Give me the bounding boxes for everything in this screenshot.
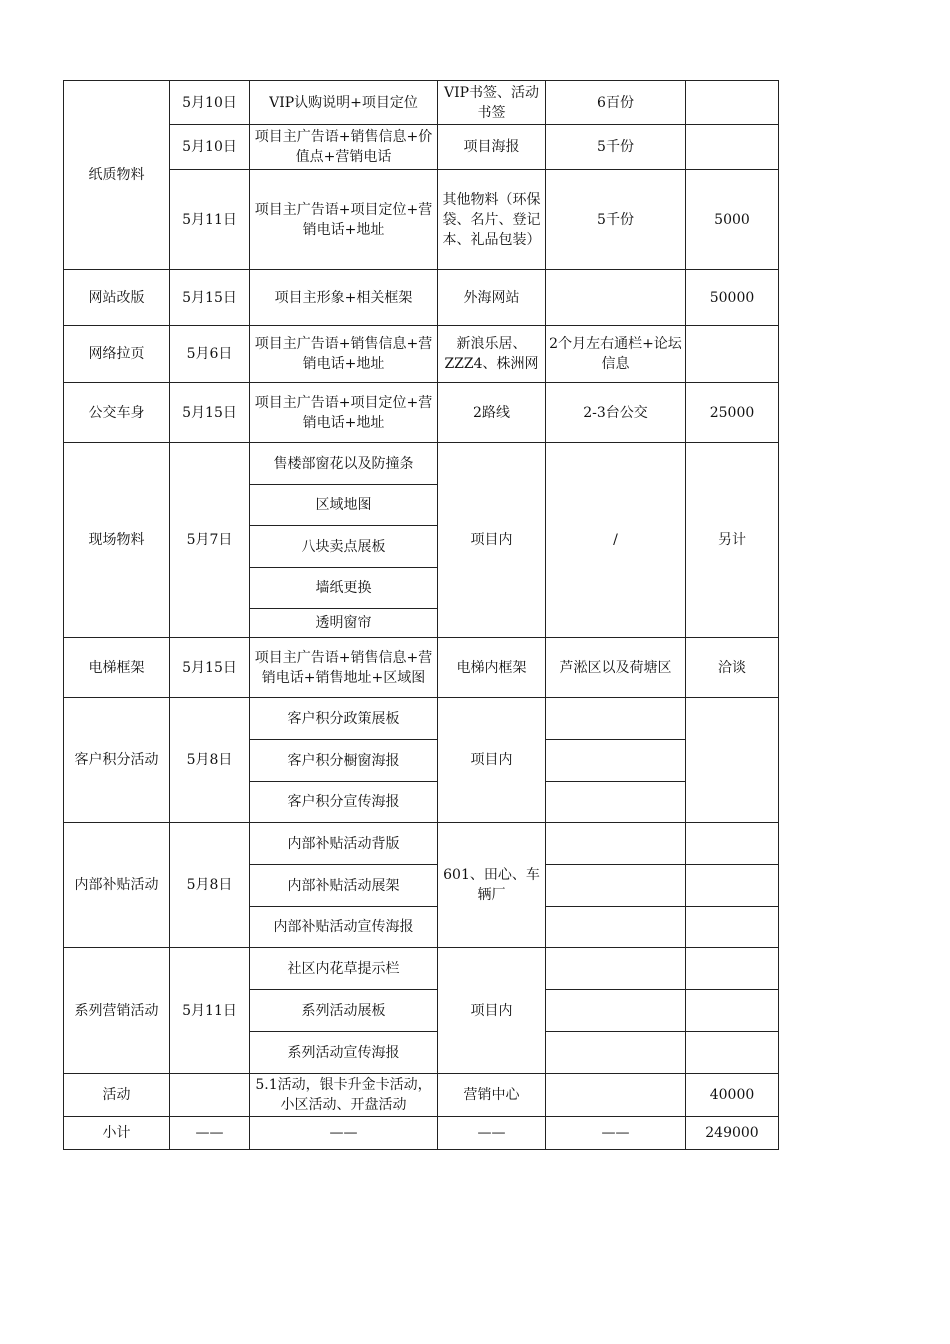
category-cell: 纸质物料 [64, 81, 170, 270]
cost-cell: 50000 [686, 270, 779, 326]
content-cell: 客户积分宣传海报 [250, 782, 438, 823]
content-cell: VIP认购说明+项目定位 [250, 81, 438, 125]
table-row [64, 81, 779, 125]
subtotal-row [64, 1117, 779, 1150]
cost-cell: 另计 [686, 443, 779, 638]
quantity-cell [546, 907, 686, 948]
quantity-cell: 2-3台公交 [546, 383, 686, 443]
category-cell: 电梯框架 [64, 638, 170, 698]
cost-cell [686, 990, 779, 1032]
quantity-cell [546, 740, 686, 782]
quantity-cell: / [546, 443, 686, 638]
content-cell: 八块卖点展板 [250, 526, 438, 568]
date-cell: —— [170, 1117, 250, 1150]
date-cell: 5月8日 [170, 698, 250, 823]
content-cell: 客户积分橱窗海报 [250, 740, 438, 782]
content-cell: 项目主形象+相关框架 [250, 270, 438, 326]
marketing-schedule-table [63, 80, 779, 1150]
table-row [64, 443, 779, 485]
channel-cell: 项目内 [438, 698, 546, 823]
quantity-cell [546, 1032, 686, 1074]
category-cell: 网站改版 [64, 270, 170, 326]
quantity-cell: 5千份 [546, 125, 686, 170]
category-cell: 系列营销活动 [64, 948, 170, 1074]
content-cell: 售楼部窗花以及防撞条 [250, 443, 438, 485]
content-cell: 项目主广告语+项目定位+营销电话+地址 [250, 170, 438, 270]
table-row [64, 170, 779, 270]
channel-cell: 601、田心、车辆厂 [438, 823, 546, 948]
cost-cell [686, 81, 779, 125]
quantity-cell: 芦淞区以及荷塘区 [546, 638, 686, 698]
cost-cell [686, 1032, 779, 1074]
table-row [64, 948, 779, 990]
cost-cell: 5000 [686, 170, 779, 270]
category-cell: 公交车身 [64, 383, 170, 443]
date-cell: 5月10日 [170, 81, 250, 125]
table-row [64, 1074, 779, 1117]
cost-cell [686, 865, 779, 907]
quantity-cell: 2个月左右通栏+论坛信息 [546, 326, 686, 383]
content-cell: 项目主广告语+销售信息+价值点+营销电话 [250, 125, 438, 170]
channel-cell: VIP书签、活动书签 [438, 81, 546, 125]
table-row [64, 823, 779, 865]
category-cell: 现场物料 [64, 443, 170, 638]
cost-cell [686, 948, 779, 990]
content-cell: —— [250, 1117, 438, 1150]
date-cell: 5月7日 [170, 443, 250, 638]
quantity-cell [546, 865, 686, 907]
cost-cell: 25000 [686, 383, 779, 443]
subtotal-label: 小计 [64, 1117, 170, 1150]
content-cell: 内部补贴活动宣传海报 [250, 907, 438, 948]
cost-cell [686, 698, 779, 823]
date-cell: 5月8日 [170, 823, 250, 948]
cost-cell [686, 125, 779, 170]
content-cell: 项目主广告语+销售信息+营销电话+销售地址+区域图 [250, 638, 438, 698]
quantity-cell [546, 823, 686, 865]
cost-cell [686, 907, 779, 948]
category-cell: 客户积分活动 [64, 698, 170, 823]
table-row [64, 326, 779, 383]
table-row [64, 125, 779, 170]
channel-cell: 营销中心 [438, 1074, 546, 1117]
content-cell: 5.1活动，银卡升金卡活动，小区活动、开盘活动 [250, 1074, 438, 1117]
table-row [64, 383, 779, 443]
date-cell: 5月11日 [170, 948, 250, 1074]
quantity-cell: 6百份 [546, 81, 686, 125]
channel-cell: 其他物料（环保袋、名片、登记本、礼品包装） [438, 170, 546, 270]
content-cell: 内部补贴活动展架 [250, 865, 438, 907]
channel-cell: —— [438, 1117, 546, 1150]
channel-cell: 2路线 [438, 383, 546, 443]
content-cell: 项目主广告语+项目定位+营销电话+地址 [250, 383, 438, 443]
date-cell: 5月15日 [170, 638, 250, 698]
quantity-cell: 5千份 [546, 170, 686, 270]
content-cell: 内部补贴活动背版 [250, 823, 438, 865]
channel-cell: 项目海报 [438, 125, 546, 170]
category-cell: 活动 [64, 1074, 170, 1117]
channel-cell: 新浪乐居、ZZZ4、株洲网 [438, 326, 546, 383]
content-cell: 透明窗帘 [250, 609, 438, 638]
channel-cell: 外海网站 [438, 270, 546, 326]
channel-cell: 项目内 [438, 443, 546, 638]
content-cell: 社区内花草提示栏 [250, 948, 438, 990]
quantity-cell [546, 948, 686, 990]
quantity-cell [546, 270, 686, 326]
date-cell: 5月11日 [170, 170, 250, 270]
table-row [64, 638, 779, 698]
date-cell [170, 1074, 250, 1117]
date-cell: 5月6日 [170, 326, 250, 383]
content-cell: 墙纸更换 [250, 568, 438, 609]
cost-cell [686, 326, 779, 383]
content-cell: 客户积分政策展板 [250, 698, 438, 740]
content-cell: 项目主广告语+销售信息+营销电话+地址 [250, 326, 438, 383]
content-cell: 系列活动宣传海报 [250, 1032, 438, 1074]
cost-cell: 洽谈 [686, 638, 779, 698]
quantity-cell [546, 698, 686, 740]
date-cell: 5月15日 [170, 270, 250, 326]
date-cell: 5月15日 [170, 383, 250, 443]
quantity-cell: —— [546, 1117, 686, 1150]
table-row [64, 698, 779, 740]
channel-cell: 项目内 [438, 948, 546, 1074]
cost-cell [686, 823, 779, 865]
category-cell: 内部补贴活动 [64, 823, 170, 948]
category-cell: 网络拉页 [64, 326, 170, 383]
quantity-cell [546, 1074, 686, 1117]
cost-cell: 40000 [686, 1074, 779, 1117]
date-cell: 5月10日 [170, 125, 250, 170]
quantity-cell [546, 782, 686, 823]
content-cell: 区域地图 [250, 485, 438, 526]
content-cell: 系列活动展板 [250, 990, 438, 1032]
quantity-cell [546, 990, 686, 1032]
channel-cell: 电梯内框架 [438, 638, 546, 698]
table-row [64, 270, 779, 326]
subtotal-cost-cell: 249000 [686, 1117, 779, 1150]
